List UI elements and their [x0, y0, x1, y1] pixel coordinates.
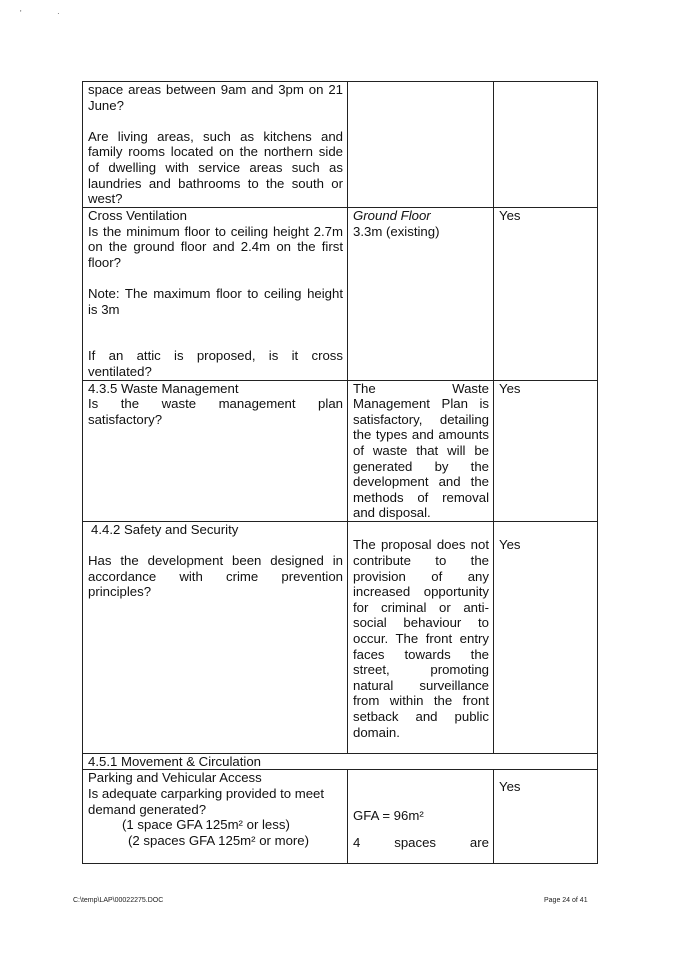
compliance-value: Yes	[499, 537, 521, 553]
response-cell	[348, 82, 494, 208]
row-heading: 4.4.2 Safety and Security	[91, 521, 239, 537]
compliance-cell	[494, 770, 598, 864]
section-heading-cell	[83, 753, 598, 770]
footer-page-number: Page 24 of 41	[544, 897, 588, 904]
response-text: The Waste Management Plan is satisfactory, detailing the types and amounts of waste that will be generated by the development and the methods of removal and disposal.	[353, 380, 489, 521]
criteria-text: Is the minimum floor to ceiling height 2.7m on the ground floor and 2.4m on the first floor?	[88, 223, 343, 270]
response-cell	[348, 380, 494, 521]
table-row	[83, 521, 598, 753]
table-row	[83, 208, 598, 381]
compliance-cell	[494, 380, 598, 521]
response-value: 3.3m (existing)	[353, 223, 440, 239]
criteria-cell	[83, 82, 348, 208]
table-row	[83, 380, 598, 521]
assessment-table	[82, 81, 598, 864]
criteria-cell	[83, 521, 348, 753]
row-heading: Cross Ventilation	[88, 208, 187, 223]
compliance-value: Yes	[499, 380, 521, 396]
criteria-text: If an attic is proposed, is it cross ventilated?	[88, 348, 343, 379]
section-heading: 4.5.1 Movement & Circulation	[88, 753, 261, 769]
criteria-cell	[83, 380, 348, 521]
response-text: The proposal does not contribute to the provision of any increased opportunity for criminal or anti-social behaviour to occur. The front entry faces towards the street, promoting natural surveillance from within the front setback and public domain.	[353, 537, 489, 740]
criteria-text: Has the development been designed in accordance with crime prevention principles?	[88, 553, 343, 600]
compliance-cell	[494, 82, 598, 208]
compliance-cell	[494, 521, 598, 753]
scan-mark: ·	[57, 9, 60, 18]
criteria-text: Is adequate carparking provided to meet demand generated?	[88, 786, 325, 817]
criteria-cell	[83, 770, 348, 864]
footer-file-path: C:\temp\LAP\00022275.DOC	[73, 897, 164, 904]
response-label: Ground Floor	[353, 208, 431, 223]
scan-mark: '	[20, 9, 22, 18]
row-heading: Parking and Vehicular Access	[88, 770, 262, 786]
criteria-text: space areas between 9am and 3pm on 21 June?	[88, 82, 343, 113]
compliance-cell	[494, 208, 598, 381]
response-cell	[348, 521, 494, 753]
requirement-line: (1 space GFA 125m² or less)	[122, 817, 290, 833]
row-heading: 4.3.5 Waste Management	[88, 380, 239, 396]
table-row	[83, 770, 598, 864]
requirement-line: (2 spaces GFA 125m² or more)	[128, 832, 310, 848]
response-cell	[348, 770, 494, 864]
response-cell	[348, 208, 494, 381]
criteria-text: Are living areas, such as kitchens and family rooms located on the northern side of dwelling with service areas such as laundries and bathrooms to the south or west?	[88, 128, 343, 207]
table-row	[83, 82, 598, 208]
response-value: GFA = 96m²	[353, 807, 424, 823]
criteria-text: Is the waste management plan satisfactory?	[88, 396, 343, 427]
table-row	[83, 753, 598, 770]
compliance-value: Yes	[499, 779, 521, 795]
criteria-cell	[83, 208, 348, 381]
response-text: 4 spaces are	[353, 835, 489, 851]
compliance-value: Yes	[499, 208, 521, 223]
criteria-note: Note: The maximum floor to ceiling height is 3m	[88, 285, 343, 317]
